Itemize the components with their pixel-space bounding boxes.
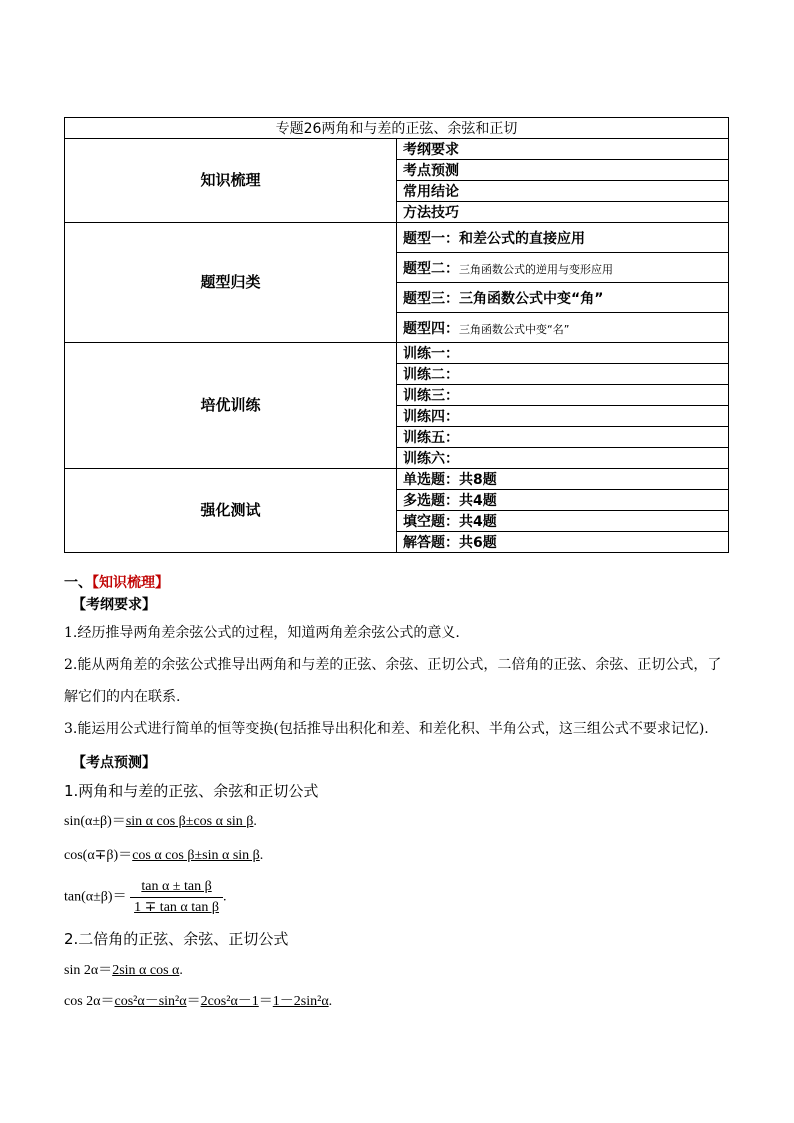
section-knowledge <box>64 573 729 1016</box>
toc-item[interactable]: 训练五： <box>397 427 729 448</box>
formula-group-heading: 2.二倍角的正弦、余弦、正切公式 <box>64 930 289 948</box>
toc-item[interactable]: 训练六： <box>397 448 729 469</box>
toc-item[interactable]: 训练一： <box>397 343 729 364</box>
toc-item[interactable]: 考纲要求 <box>397 139 729 160</box>
toc-item[interactable]: 方法技巧 <box>397 202 729 223</box>
group-label-knowledge: 知识梳理 <box>65 139 397 223</box>
paragraph: 2.能从两角差的余弦公式推导出两角和与差的正弦、余弦、正切公式，二倍角的正弦、余弦、正切公式，了解它们的内在联系. <box>64 657 722 705</box>
formula-tan-sum: tan(α±β)＝ $\frac{\text{tan α ± tan β}}{\text{1 ∓ tan α tan β}}$ . <box>64 879 227 915</box>
subheading-syllabus: 【考纲要求】 <box>72 597 156 613</box>
toc-item[interactable]: 训练二： <box>397 364 729 385</box>
paragraph: 3.能运用公式进行简单的恒等变换(包括推导出积化和差、和差化积、半角公式，这三组公式不要求记忆). <box>64 721 709 737</box>
group-label-training: 培优训练 <box>65 343 397 469</box>
toc-item[interactable]: 题型四：三角函数公式中变“名” <box>397 313 729 343</box>
toc-item[interactable]: 题型三：三角函数公式中变“角” <box>397 283 729 313</box>
toc-item[interactable]: 题型一：和差公式的直接应用 <box>397 223 729 253</box>
formula-cos-sum: cos(α∓β)＝cos α cos β±sin α sin β. <box>64 848 264 863</box>
group-label-question-types: 题型归类 <box>65 223 397 343</box>
toc-item[interactable]: 多选题：共4题 <box>397 490 729 511</box>
toc-item[interactable]: 训练四： <box>397 406 729 427</box>
outline-table <box>64 117 729 553</box>
section-heading: 一、【知识梳理】 <box>64 575 169 591</box>
formula-sin-sum: sin(α±β)＝sin α cos β±cos α sin β. <box>64 814 257 829</box>
paragraph: 1.经历推导两角差余弦公式的过程，知道两角差余弦公式的意义. <box>64 625 460 641</box>
topic-title: 专题26两角和与差的正弦、余弦和正切 <box>65 118 729 139</box>
toc-item[interactable]: 解答题：共6题 <box>397 532 729 553</box>
toc-item[interactable]: 训练三： <box>397 385 729 406</box>
toc-item[interactable]: 常用结论 <box>397 181 729 202</box>
toc-item[interactable]: 题型二：三角函数公式的逆用与变形应用 <box>397 253 729 283</box>
group-label-test: 强化测试 <box>65 469 397 553</box>
subheading-prediction: 【考点预测】 <box>72 755 156 771</box>
toc-item[interactable]: 填空题：共4题 <box>397 511 729 532</box>
toc-item[interactable]: 单选题：共8题 <box>397 469 729 490</box>
formula-group-heading: 1.两角和与差的正弦、余弦和正切公式 <box>64 782 319 800</box>
formula-cos-double: cos 2α＝cos²α－sin²α＝2cos²α－1＝1－2sin²α. <box>64 994 333 1009</box>
formula-sin-double: sin 2α＝2sin α cos α. <box>64 963 183 978</box>
toc-item[interactable]: 考点预测 <box>397 160 729 181</box>
